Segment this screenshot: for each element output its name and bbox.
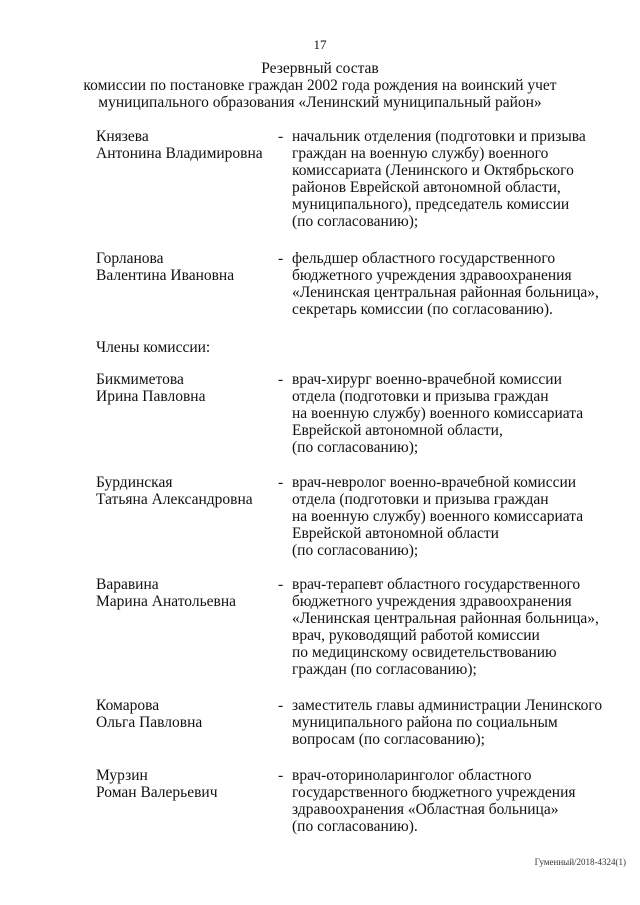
person-surname: Варавина <box>96 576 159 593</box>
description-line: вопросам (по согласованию); <box>292 731 485 748</box>
heading-title: Резервный состав <box>261 60 379 77</box>
person-name <box>96 767 276 801</box>
dash-separator: - <box>278 697 284 714</box>
person-given-names: Ирина Павловна <box>96 388 206 405</box>
heading-subtitle-line2: муниципального образования «Ленинский муниципальный район» <box>98 94 542 111</box>
description-line: Еврейской автономной области, <box>292 422 503 439</box>
document-heading <box>0 60 640 111</box>
description-line: граждан на военную службу) военного <box>292 145 549 162</box>
description-line: врач-терапевт областного государственного <box>292 576 581 593</box>
description-line: «Ленинская центральная районная больница», <box>292 284 599 301</box>
person-name <box>96 576 276 610</box>
description-line: муниципального района по социальным <box>292 714 558 731</box>
description-line: Еврейской автономной области <box>292 525 499 542</box>
person-surname: Князева <box>96 128 149 145</box>
description-line: на военную службу) военного комиссариата <box>292 405 584 422</box>
person-given-names: Татьяна Александровна <box>96 491 253 508</box>
person-given-names: Валентина Ивановна <box>96 267 235 284</box>
person-given-names: Ольга Павловна <box>96 714 203 731</box>
dash-separator: - <box>278 474 284 491</box>
page-number: 17 <box>313 37 327 52</box>
members-heading: Члены комиссии: <box>96 339 211 356</box>
description-line: отдела (подготовки и призыва граждан <box>292 491 549 508</box>
description-line: муниципального), председатель комиссии <box>292 196 570 213</box>
person-name <box>96 128 276 162</box>
dash-separator: - <box>278 371 284 388</box>
description-line: врач-хирург военно-врачебной комиссии <box>292 371 562 388</box>
person-name <box>96 474 276 508</box>
dash-separator: - <box>278 576 284 593</box>
position-description <box>292 767 612 835</box>
person-name <box>96 371 276 405</box>
position-description <box>292 371 612 456</box>
description-line: «Ленинская центральная районная больница», <box>292 610 599 627</box>
description-line: районов Еврейской автономной области, <box>292 179 561 196</box>
description-line: комиссариата (Ленинского и Октябрьского <box>292 162 574 179</box>
description-line: (по согласованию). <box>292 818 418 835</box>
description-line: (по согласованию); <box>292 542 419 559</box>
description-line: врач-невролог военно-врачебной комиссии <box>292 474 577 491</box>
dash-separator: - <box>278 128 284 145</box>
description-line: на военную службу) военного комиссариата <box>292 508 584 525</box>
person-surname: Комарова <box>96 697 160 714</box>
person-surname: Бикмиметова <box>96 371 184 388</box>
description-line: государственного бюджетного учреждения <box>292 784 576 801</box>
position-description <box>292 576 612 678</box>
position-description <box>292 128 612 230</box>
person-surname: Бурдинская <box>96 474 173 491</box>
dash-separator: - <box>278 767 284 784</box>
description-line: граждан (по согласованию); <box>292 661 477 678</box>
person-surname: Мурзин <box>96 767 148 784</box>
description-line: заместитель главы администрации Ленинского <box>292 697 603 714</box>
position-description <box>292 697 612 748</box>
person-name <box>96 250 276 284</box>
person-given-names: Антонина Владимировна <box>96 145 263 162</box>
person-name <box>96 697 276 731</box>
description-line: врач-оториноларинголог областного <box>292 767 532 784</box>
description-line: секретарь комиссии (по согласованию). <box>292 301 553 318</box>
position-description <box>292 474 612 559</box>
description-line: врач, руководящий работой комиссии <box>292 627 540 644</box>
description-line: фельдшер областного государственного <box>292 250 556 267</box>
dash-separator: - <box>278 250 284 267</box>
description-line: отдела (подготовки и призыва граждан <box>292 388 549 405</box>
person-surname: Горланова <box>96 250 164 267</box>
person-given-names: Роман Валерьевич <box>96 784 218 801</box>
person-given-names: Марина Анатольевна <box>96 593 237 610</box>
document-code: Гуменный/2018-4324(1) <box>534 857 626 867</box>
description-line: (по согласованию); <box>292 213 419 230</box>
position-description <box>292 250 612 318</box>
description-line: бюджетного учреждения здравоохранения <box>292 267 572 284</box>
heading-subtitle-line1: комиссии по постановке граждан 2002 года рождения на воинский учет <box>83 77 557 94</box>
description-line: по медицинскому освидетельствованию <box>292 644 557 661</box>
description-line: начальник отделения (подготовки и призыва <box>292 128 586 145</box>
description-line: здравоохранения «Областная больница» <box>292 801 559 818</box>
description-line: бюджетного учреждения здравоохранения <box>292 593 572 610</box>
description-line: (по согласованию); <box>292 439 419 456</box>
